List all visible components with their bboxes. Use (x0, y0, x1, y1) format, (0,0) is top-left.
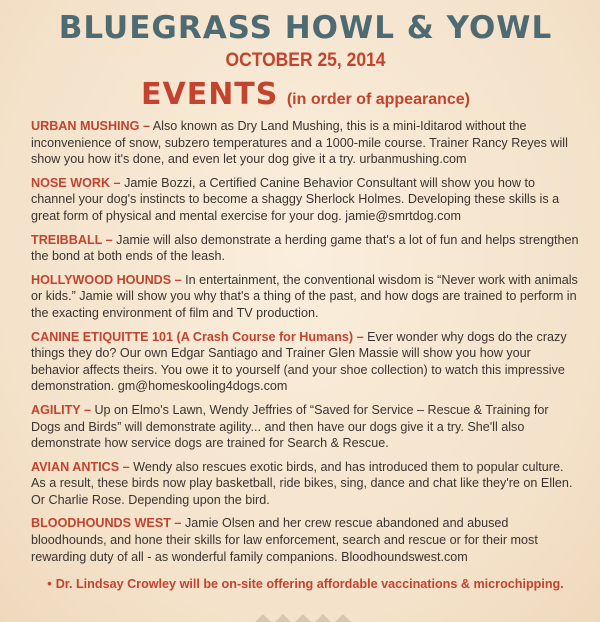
event-urban-mushing (31, 118, 580, 168)
event-avian-antics (31, 459, 580, 509)
triangle-decoration (295, 614, 311, 622)
vaccination-note (31, 577, 580, 591)
event-name: HOLLYWOOD HOUNDS – (31, 272, 182, 287)
event-agility (31, 402, 580, 452)
vaccination-note-text: Dr. Lindsay Crowley will be on-site offering affordable vaccinations & microchipping. (55, 577, 564, 592)
events-heading-title: EVENTS (141, 77, 279, 112)
page-title: BLUEGRASS HOWL & YOWL (58, 10, 553, 46)
event-name: AGILITY – (31, 402, 91, 417)
bullet-icon: • (47, 577, 52, 592)
event-description: Jamie will also demonstrate a herding game that's a lot of fun and helps strengthen the bond at both ends of the leash. (31, 232, 579, 264)
event-name: NOSE WORK – (31, 175, 121, 190)
event-canine-etiquette (31, 329, 580, 395)
events-heading-subtitle: (in order of appearance) (286, 91, 470, 108)
event-hollywood-hounds (31, 272, 580, 322)
event-name: BLOODHOUNDS WEST – (31, 516, 182, 531)
event-bloodhounds-west (31, 515, 580, 565)
event-description: Jamie Bozzi, a Certified Canine Behavior Consultant will show you how to channel your dog's instincts to become a shaggy Sherlock Holmes. Developing these skills is a great form of physical and mental exercise for your dog. jamie@smrtdog.com (31, 175, 560, 223)
event-description: In entertainment, the conventional wisdom is “Never work with animals or kids.” Jamie will show you why that's a thing of the past, and how dogs are trained to perform in the exacting environment of film and TV production. (31, 272, 578, 320)
event-date: OCTOBER 25, 2014 (225, 50, 386, 71)
event-name: CANINE ETIQUITTE 101 (A Crash Course for Humans) – (31, 329, 364, 344)
events-list (31, 118, 580, 565)
triangle-decoration (315, 614, 331, 622)
triangle-decoration (255, 614, 271, 622)
events-heading (31, 77, 580, 113)
event-description: Ever wonder why dogs do the crazy things they do? Our own Edgar Santiago and Trainer Glen Massie will show you how your behavior affects theirs. You owe it to yourself (and your shoe collection) to watch this impressive demonstration. gm@homeskooling4dogs.com (31, 329, 567, 394)
event-name: TREIBBALL – (31, 232, 113, 247)
event-treibball (31, 232, 580, 265)
event-description: Wendy also rescues exotic birds, and has introduced them to popular culture. As a result, these birds now play basketball, ride bikes, sing, dance and chat like they're on Ellen. Or Charlie Rose. Depending upon the bird. (31, 459, 573, 507)
event-name: AVIAN ANTICS – (31, 459, 130, 474)
triangle-decoration (335, 614, 351, 622)
event-description: Up on Elmo's Lawn, Wendy Jeffries of “Saved for Service – Rescue & Training for Dogs and Birds” will demonstrate agility... and then have our dogs give it a try. She'll also demonstrate how service dogs are trained for Search & Rescue. (31, 402, 549, 451)
triangle-decoration (275, 614, 291, 622)
event-name: URBAN MUSHING – (31, 119, 150, 133)
zigzag-border-decoration (0, 612, 600, 622)
event-description: Jamie Olsen and her crew rescue abandoned and abused bloodhounds, and hone their skills for law enforcement, search and rescue or for their most rewarding duty of all - as wonderful family companions. Bloodhoundswest.com (31, 516, 538, 564)
event-nose-work (31, 175, 580, 225)
event-description: Also known as Dry Land Mushing, this is a mini-Iditarod without the inconvenience of snow, subzero temperatures and a 1000-mile course. Trainer Rancy Reyes will show you how it's done, and even let your dog give it a try. urbanmushing.com (31, 119, 568, 167)
